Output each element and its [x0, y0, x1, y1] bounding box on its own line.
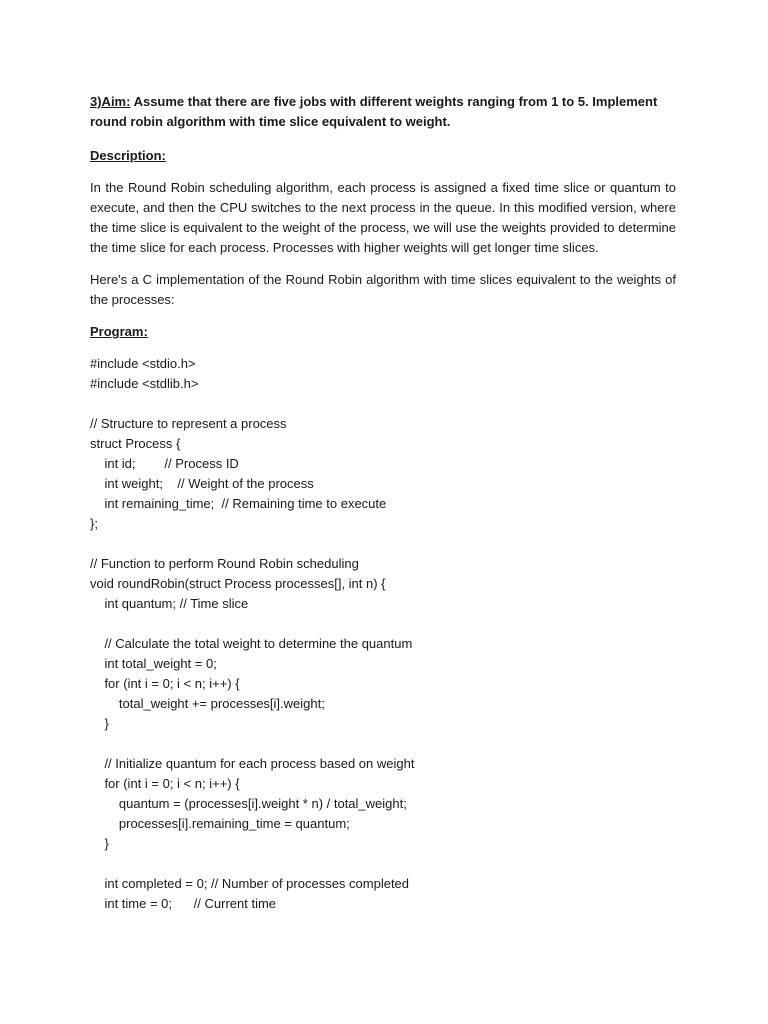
- code-line: int completed = 0; // Number of processes completed: [90, 876, 410, 891]
- code-line: quantum = (processes[i].weight * n) / total_weight;: [90, 796, 407, 811]
- code-line: int quantum; // Time slice: [90, 596, 249, 611]
- code-line: for (int i = 0; i < n; i++) {: [90, 676, 240, 691]
- code-line: int weight; // Weight of the process: [90, 476, 314, 491]
- code-line: total_weight += processes[i].weight;: [90, 696, 325, 711]
- code-line: int id; // Process ID: [90, 456, 239, 471]
- code-line: }: [90, 716, 109, 731]
- code-line: for (int i = 0; i < n; i++) {: [90, 776, 240, 791]
- implementation-intro-paragraph: Here's a C implementation of the Round Robin algorithm with time slices equivalent to the weights of the processes:: [90, 272, 676, 307]
- code-line: // Calculate the total weight to determine the quantum: [90, 636, 413, 651]
- code-line: // Function to perform Round Robin scheduling: [90, 556, 359, 571]
- code-line: #include <stdio.h>: [90, 356, 196, 371]
- code-line: int time = 0; // Current time: [90, 896, 277, 911]
- code-line: }: [90, 836, 109, 851]
- code-line: };: [90, 516, 98, 531]
- code-line: [90, 614, 676, 634]
- aim-statement: [90, 92, 676, 132]
- code-line: [90, 734, 676, 754]
- aim-text: Assume that there are five jobs with different weights ranging from 1 to 5. Implement round robin algorithm with time slice equivalent to weight.: [90, 94, 658, 129]
- aim-label: 3)Aim:: [90, 94, 131, 109]
- program-code-block: [90, 354, 676, 914]
- code-line: [90, 534, 676, 554]
- code-line: // Initialize quantum for each process based on weight: [90, 756, 415, 771]
- code-line: struct Process {: [90, 436, 181, 451]
- document-content: [90, 92, 676, 914]
- description-heading: Description:: [90, 148, 166, 163]
- program-heading: Program:: [90, 324, 148, 339]
- code-line: [90, 854, 676, 874]
- code-line: // Structure to represent a process: [90, 416, 287, 431]
- code-line: processes[i].remaining_time = quantum;: [90, 816, 350, 831]
- code-line: void roundRobin(struct Process processes[], int n) {: [90, 576, 386, 591]
- code-line: int total_weight = 0;: [90, 656, 217, 671]
- code-line: #include <stdlib.h>: [90, 376, 199, 391]
- code-line: int remaining_time; // Remaining time to execute: [90, 496, 387, 511]
- description-paragraph: In the Round Robin scheduling algorithm, each process is assigned a fixed time slice or quantum to execute, and then the CPU switches to the next process in the queue. In this modified version, where the time slice is equivalent to the weight of the process, we will use the weights provided to determine the time slice for each process. Processes with higher weights will get longer time slices.: [90, 180, 676, 255]
- code-line: [90, 394, 676, 414]
